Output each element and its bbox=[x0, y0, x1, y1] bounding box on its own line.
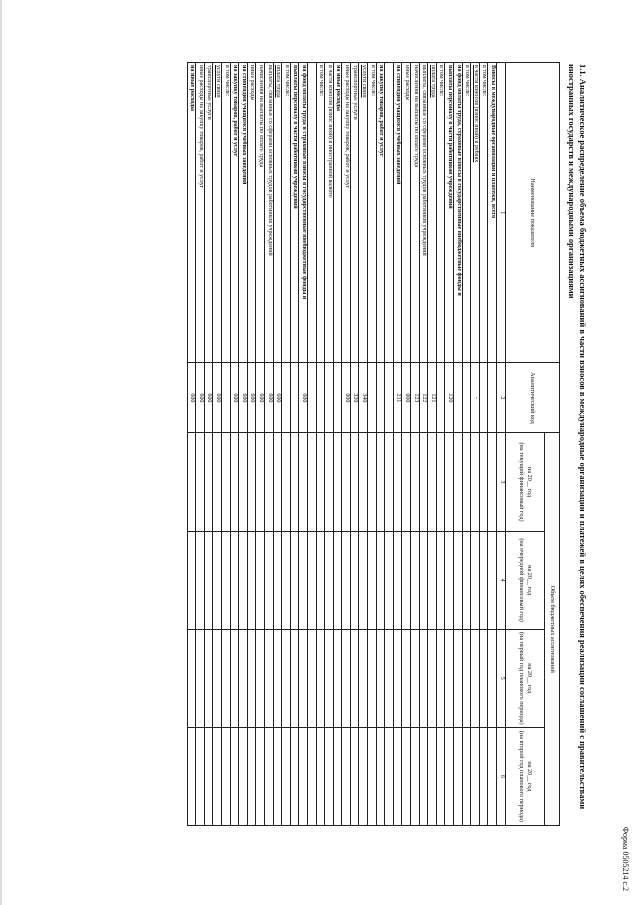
row-value-cell[interactable] bbox=[264, 727, 273, 825]
header-name: Наименование показателя bbox=[506, 63, 560, 363]
table-row bbox=[230, 63, 239, 826]
row-value-cell[interactable] bbox=[239, 629, 248, 727]
row-value-cell[interactable] bbox=[359, 629, 368, 727]
row-value-cell[interactable] bbox=[196, 433, 205, 531]
form-code: Форма 0505214 с.2 bbox=[621, 826, 630, 891]
row-value-cell[interactable] bbox=[368, 531, 377, 629]
row-value-cell[interactable] bbox=[256, 433, 265, 531]
table-row bbox=[445, 63, 454, 826]
row-code bbox=[436, 363, 445, 433]
table-row bbox=[402, 63, 411, 826]
row-code bbox=[385, 363, 394, 433]
row-label: выплаты персоналу в части работников учреждений bbox=[290, 63, 299, 363]
row-value-cell[interactable] bbox=[411, 433, 420, 531]
row-value-cell[interactable] bbox=[445, 531, 454, 629]
table-row bbox=[239, 63, 248, 826]
table-row bbox=[333, 63, 342, 826]
row-value-cell[interactable] bbox=[385, 727, 394, 825]
row-value-cell[interactable] bbox=[256, 727, 265, 825]
row-value-cell[interactable] bbox=[402, 629, 411, 727]
row-value-cell[interactable] bbox=[264, 629, 273, 727]
row-value-cell[interactable] bbox=[307, 531, 316, 629]
table-row bbox=[222, 63, 231, 826]
row-value-cell[interactable] bbox=[359, 727, 368, 825]
row-code bbox=[325, 363, 334, 433]
row-value-cell[interactable] bbox=[393, 629, 402, 727]
row-value-cell[interactable] bbox=[411, 629, 420, 727]
row-code bbox=[454, 363, 463, 433]
caption-line-1: 1.1. Аналитическое распределение объема бюджетных ассигнований в части взносов в международные организации и платежей в целях обеспечения реализации соглашений с правительствами bbox=[578, 64, 588, 810]
row-value-cell[interactable] bbox=[445, 629, 454, 727]
row-value-cell[interactable] bbox=[264, 433, 273, 531]
row-value-cell[interactable] bbox=[256, 531, 265, 629]
row-value-cell[interactable] bbox=[273, 531, 282, 629]
row-value-cell[interactable] bbox=[299, 727, 308, 825]
row-label: выплаты персоналу в части работников учреждений bbox=[445, 63, 454, 363]
row-value-cell[interactable] bbox=[290, 531, 299, 629]
row-label: начисления на выплаты по оплате труда bbox=[411, 63, 420, 363]
row-code: 600 bbox=[299, 363, 308, 433]
row-label: выплаты, связанные со сферами основных трудов работников учреждений bbox=[264, 63, 273, 363]
col-number: 6 bbox=[497, 727, 506, 825]
row-value-cell[interactable] bbox=[299, 531, 308, 629]
row-value-cell[interactable] bbox=[479, 433, 488, 531]
row-value-cell[interactable] bbox=[428, 727, 437, 825]
table-row bbox=[411, 63, 420, 826]
row-value-cell[interactable] bbox=[393, 433, 402, 531]
row-value-cell[interactable] bbox=[316, 531, 325, 629]
row-value-cell[interactable] bbox=[342, 433, 351, 531]
row-value-cell[interactable] bbox=[325, 727, 334, 825]
row-value-cell[interactable] bbox=[290, 727, 299, 825]
row-value-cell[interactable] bbox=[187, 531, 196, 629]
table-row bbox=[187, 63, 196, 826]
table-row bbox=[256, 63, 265, 826]
table-row bbox=[479, 63, 488, 826]
row-label: в том числе: bbox=[222, 63, 231, 363]
row-code bbox=[307, 363, 316, 433]
row-value-cell[interactable] bbox=[454, 531, 463, 629]
table-row bbox=[471, 63, 480, 826]
table-row bbox=[462, 63, 471, 826]
row-value-cell[interactable] bbox=[436, 727, 445, 825]
table-row bbox=[419, 63, 428, 826]
row-value-cell[interactable] bbox=[419, 629, 428, 727]
row-value-cell[interactable] bbox=[187, 629, 196, 727]
row-value-cell[interactable] bbox=[333, 433, 342, 531]
row-value-cell[interactable] bbox=[479, 531, 488, 629]
row-value-cell[interactable] bbox=[385, 629, 394, 727]
row-code: 120 bbox=[445, 363, 454, 433]
row-value-cell[interactable] bbox=[264, 531, 273, 629]
row-label: иные расходы bbox=[402, 63, 411, 363]
row-value-cell[interactable] bbox=[204, 433, 213, 531]
row-value-cell[interactable] bbox=[333, 531, 342, 629]
row-value-cell[interactable] bbox=[204, 629, 213, 727]
header-group: Объем бюджетных ассигнований bbox=[545, 433, 560, 826]
table-caption bbox=[566, 64, 588, 824]
row-label bbox=[385, 63, 394, 363]
table-body bbox=[187, 63, 496, 826]
row-code bbox=[222, 363, 231, 433]
row-value-cell[interactable] bbox=[376, 433, 385, 531]
row-label: на фонд оплаты труда, страховые взносы в государственные внебюджетные фонды и bbox=[454, 63, 463, 363]
row-value-cell[interactable] bbox=[239, 727, 248, 825]
row-value-cell[interactable] bbox=[462, 531, 471, 629]
row-label: на стипендии учащимся учебных заведений bbox=[393, 63, 402, 363]
table-row bbox=[264, 63, 273, 826]
row-value-cell[interactable] bbox=[402, 433, 411, 531]
row-code bbox=[333, 363, 342, 433]
row-value-cell[interactable] bbox=[316, 433, 325, 531]
row-code: 121 bbox=[428, 363, 437, 433]
row-code: 320 bbox=[350, 363, 359, 433]
row-label: иные расходы на закупку товаров, работ и услуг bbox=[342, 63, 351, 363]
row-value-cell[interactable] bbox=[411, 531, 420, 629]
row-value-cell[interactable] bbox=[376, 629, 385, 727]
row-code bbox=[368, 363, 377, 433]
row-value-cell[interactable] bbox=[359, 433, 368, 531]
row-value-cell[interactable] bbox=[419, 531, 428, 629]
row-value-cell[interactable] bbox=[402, 531, 411, 629]
row-value-cell[interactable] bbox=[273, 433, 282, 531]
row-value-cell[interactable] bbox=[307, 727, 316, 825]
row-value-cell[interactable] bbox=[359, 531, 368, 629]
row-value-cell[interactable] bbox=[462, 433, 471, 531]
row-label: на иные расходы bbox=[187, 63, 196, 363]
row-value-cell[interactable] bbox=[350, 629, 359, 727]
table-row bbox=[273, 63, 282, 826]
row-value-cell[interactable] bbox=[273, 629, 282, 727]
row-value-cell[interactable] bbox=[247, 727, 256, 825]
row-value-cell[interactable] bbox=[462, 629, 471, 727]
row-value-cell[interactable] bbox=[479, 727, 488, 825]
table-row bbox=[213, 63, 222, 826]
row-value-cell[interactable] bbox=[282, 629, 291, 727]
row-value-cell[interactable] bbox=[222, 433, 231, 531]
row-value-cell[interactable] bbox=[282, 727, 291, 825]
row-value-cell[interactable] bbox=[213, 629, 222, 727]
row-value-cell[interactable] bbox=[204, 531, 213, 629]
row-value-cell[interactable] bbox=[428, 531, 437, 629]
row-code bbox=[282, 363, 291, 433]
row-value-cell[interactable] bbox=[488, 727, 497, 825]
table-row bbox=[488, 63, 497, 826]
row-code: 600 bbox=[273, 363, 282, 433]
row-code: 600 bbox=[196, 363, 205, 433]
row-value-cell[interactable] bbox=[342, 629, 351, 727]
row-value-cell[interactable] bbox=[428, 629, 437, 727]
table-row bbox=[428, 63, 437, 826]
table-row bbox=[325, 63, 334, 826]
row-value-cell[interactable] bbox=[325, 531, 334, 629]
row-code bbox=[488, 363, 497, 433]
table-row bbox=[282, 63, 291, 826]
row-value-cell[interactable] bbox=[368, 629, 377, 727]
row-label bbox=[307, 63, 316, 363]
row-label: оплата труда bbox=[273, 63, 282, 363]
row-value-cell[interactable] bbox=[471, 433, 480, 531]
row-value-cell[interactable] bbox=[222, 727, 231, 825]
table-row bbox=[454, 63, 463, 826]
table-row bbox=[316, 63, 325, 826]
col-number: 5 bbox=[497, 629, 506, 727]
row-value-cell[interactable] bbox=[213, 727, 222, 825]
header-year: на 20__ год (на второй год планового периода) bbox=[506, 727, 545, 825]
row-value-cell[interactable] bbox=[316, 629, 325, 727]
row-code: 123 bbox=[411, 363, 420, 433]
row-value-cell[interactable] bbox=[316, 727, 325, 825]
row-label: начисления на выплаты по оплате труда bbox=[256, 63, 265, 363]
row-label: на закупку товаров, работ и услуг bbox=[230, 63, 239, 363]
row-value-cell[interactable] bbox=[488, 629, 497, 727]
table-row bbox=[196, 63, 205, 826]
table-row bbox=[299, 63, 308, 826]
row-value-cell[interactable] bbox=[230, 531, 239, 629]
row-value-cell[interactable] bbox=[385, 531, 394, 629]
row-value-cell[interactable] bbox=[196, 531, 205, 629]
row-value-cell[interactable] bbox=[256, 629, 265, 727]
row-value-cell[interactable] bbox=[368, 433, 377, 531]
row-value-cell[interactable] bbox=[402, 727, 411, 825]
table-row bbox=[385, 63, 394, 826]
allocation-table bbox=[187, 62, 560, 826]
row-value-cell[interactable] bbox=[290, 629, 299, 727]
row-label: на стипендии учащимся учебных заведений bbox=[239, 63, 248, 363]
row-code: 000 bbox=[342, 363, 351, 433]
row-value-cell[interactable] bbox=[411, 727, 420, 825]
row-label: Взносы в международные организации и платежи, всего bbox=[488, 63, 497, 363]
table-row bbox=[359, 63, 368, 826]
row-value-cell[interactable] bbox=[325, 433, 334, 531]
row-value-cell[interactable] bbox=[350, 433, 359, 531]
table-row bbox=[436, 63, 445, 826]
row-label: транспортные услуги bbox=[204, 63, 213, 363]
row-value-cell[interactable] bbox=[454, 629, 463, 727]
row-code: 600 bbox=[247, 363, 256, 433]
row-value-cell[interactable] bbox=[299, 629, 308, 727]
row-label: в том числе: bbox=[282, 63, 291, 363]
row-value-cell[interactable] bbox=[376, 727, 385, 825]
table-row bbox=[247, 63, 256, 826]
table-row bbox=[393, 63, 402, 826]
row-value-cell[interactable] bbox=[350, 727, 359, 825]
row-value-cell[interactable] bbox=[213, 531, 222, 629]
row-code: 122 bbox=[419, 363, 428, 433]
row-value-cell[interactable] bbox=[419, 433, 428, 531]
row-value-cell[interactable] bbox=[187, 433, 196, 531]
row-value-cell[interactable] bbox=[419, 727, 428, 825]
caption-line-2: иностранных государств и международными организациями bbox=[567, 64, 577, 299]
row-label: на фонд оплаты труда и страховые взносы в государственные внебюджетные фонды и bbox=[299, 63, 308, 363]
row-value-cell[interactable] bbox=[239, 433, 248, 531]
row-code bbox=[462, 363, 471, 433]
table-row bbox=[342, 63, 351, 826]
row-value-cell[interactable] bbox=[342, 727, 351, 825]
row-value-cell[interactable] bbox=[196, 629, 205, 727]
row-value-cell[interactable] bbox=[196, 727, 205, 825]
header-year: на 20__ год (на очередной финансовый год) bbox=[506, 531, 545, 629]
row-label: выплаты, связанные со сферами основных трудов работников учреждений bbox=[419, 63, 428, 363]
row-code: 600 bbox=[230, 363, 239, 433]
row-label: в части взносов (взнос иной) в рублях bbox=[471, 63, 480, 363]
row-value-cell[interactable] bbox=[307, 629, 316, 727]
row-label: услуги связи bbox=[213, 63, 222, 363]
table-row bbox=[376, 63, 385, 826]
row-value-cell[interactable] bbox=[342, 531, 351, 629]
table-row bbox=[204, 63, 213, 826]
row-value-cell[interactable] bbox=[307, 433, 316, 531]
row-value-cell[interactable] bbox=[454, 727, 463, 825]
row-value-cell[interactable] bbox=[368, 727, 377, 825]
row-value-cell[interactable] bbox=[488, 531, 497, 629]
row-label: в том числе: bbox=[436, 63, 445, 363]
row-value-cell[interactable] bbox=[230, 433, 239, 531]
row-label: на иные расходы bbox=[333, 63, 342, 363]
row-value-cell[interactable] bbox=[436, 433, 445, 531]
row-code: 600 bbox=[187, 363, 196, 433]
row-value-cell[interactable] bbox=[187, 727, 196, 825]
table-row bbox=[307, 63, 316, 826]
row-value-cell[interactable] bbox=[290, 433, 299, 531]
row-value-cell[interactable] bbox=[222, 531, 231, 629]
row-value-cell[interactable] bbox=[436, 629, 445, 727]
row-value-cell[interactable] bbox=[471, 727, 480, 825]
row-value-cell[interactable] bbox=[333, 727, 342, 825]
header-year: на 20__ год (на первый год планового периода) bbox=[506, 629, 545, 727]
col-number: 2 bbox=[497, 363, 506, 433]
row-value-cell[interactable] bbox=[282, 531, 291, 629]
row-value-cell[interactable] bbox=[462, 727, 471, 825]
table-row bbox=[350, 63, 359, 826]
row-value-cell[interactable] bbox=[393, 531, 402, 629]
row-code: 600 bbox=[256, 363, 265, 433]
row-code: 211 bbox=[393, 363, 402, 433]
row-label: иные расходы bbox=[247, 63, 256, 363]
row-value-cell[interactable] bbox=[247, 629, 256, 727]
row-code: 600 bbox=[213, 363, 222, 433]
row-value-cell[interactable] bbox=[479, 629, 488, 727]
row-value-cell[interactable] bbox=[445, 727, 454, 825]
row-value-cell[interactable] bbox=[204, 727, 213, 825]
header-code: Аналитический код bbox=[506, 363, 560, 433]
row-label: в части взносов (взнос иной) в иностранной валюте bbox=[325, 63, 334, 363]
row-value-cell[interactable] bbox=[247, 433, 256, 531]
row-label: транспортные услуги bbox=[350, 63, 359, 363]
row-value-cell[interactable] bbox=[350, 531, 359, 629]
row-value-cell[interactable] bbox=[471, 531, 480, 629]
row-label: в том числе: bbox=[462, 63, 471, 363]
col-number: 4 bbox=[497, 531, 506, 629]
row-value-cell[interactable] bbox=[445, 433, 454, 531]
row-value-cell[interactable] bbox=[454, 433, 463, 531]
row-label: услуги связи bbox=[359, 63, 368, 363]
row-value-cell[interactable] bbox=[230, 629, 239, 727]
row-code: 000 bbox=[402, 363, 411, 433]
row-value-cell[interactable] bbox=[247, 531, 256, 629]
row-value-cell[interactable] bbox=[282, 433, 291, 531]
row-label: оплата труда bbox=[428, 63, 437, 363]
row-value-cell[interactable] bbox=[239, 531, 248, 629]
row-label: на закупку товаров, работ и услуг bbox=[376, 63, 385, 363]
row-label: в том числе: bbox=[479, 63, 488, 363]
header-year: на 20__ год (на текущий финансовый год) bbox=[506, 433, 545, 531]
table-row bbox=[368, 63, 377, 826]
table-row bbox=[290, 63, 299, 826]
row-value-cell[interactable] bbox=[488, 433, 497, 531]
row-code: - bbox=[471, 363, 480, 433]
row-value-cell[interactable] bbox=[230, 727, 239, 825]
row-value-cell[interactable] bbox=[273, 727, 282, 825]
row-label: в том числе: bbox=[368, 63, 377, 363]
row-value-cell[interactable] bbox=[393, 727, 402, 825]
row-value-cell[interactable] bbox=[299, 433, 308, 531]
row-code: 600 bbox=[204, 363, 213, 433]
row-value-cell[interactable] bbox=[385, 433, 394, 531]
row-label: в том числе: bbox=[316, 63, 325, 363]
row-value-cell[interactable] bbox=[428, 433, 437, 531]
row-code: 340 bbox=[359, 363, 368, 433]
col-number: 1 bbox=[497, 63, 506, 363]
row-code bbox=[290, 363, 299, 433]
row-code: 600 bbox=[264, 363, 273, 433]
row-code bbox=[479, 363, 488, 433]
row-value-cell[interactable] bbox=[213, 433, 222, 531]
row-code bbox=[376, 363, 385, 433]
row-label: иные расходы на закупку товаров, работ и услуг bbox=[196, 63, 205, 363]
col-number: 3 bbox=[497, 433, 506, 531]
row-value-cell[interactable] bbox=[376, 531, 385, 629]
row-value-cell[interactable] bbox=[325, 629, 334, 727]
row-code: 600 bbox=[239, 363, 248, 433]
row-code bbox=[316, 363, 325, 433]
row-value-cell[interactable] bbox=[471, 629, 480, 727]
row-value-cell[interactable] bbox=[436, 531, 445, 629]
row-value-cell[interactable] bbox=[222, 629, 231, 727]
row-value-cell[interactable] bbox=[333, 629, 342, 727]
